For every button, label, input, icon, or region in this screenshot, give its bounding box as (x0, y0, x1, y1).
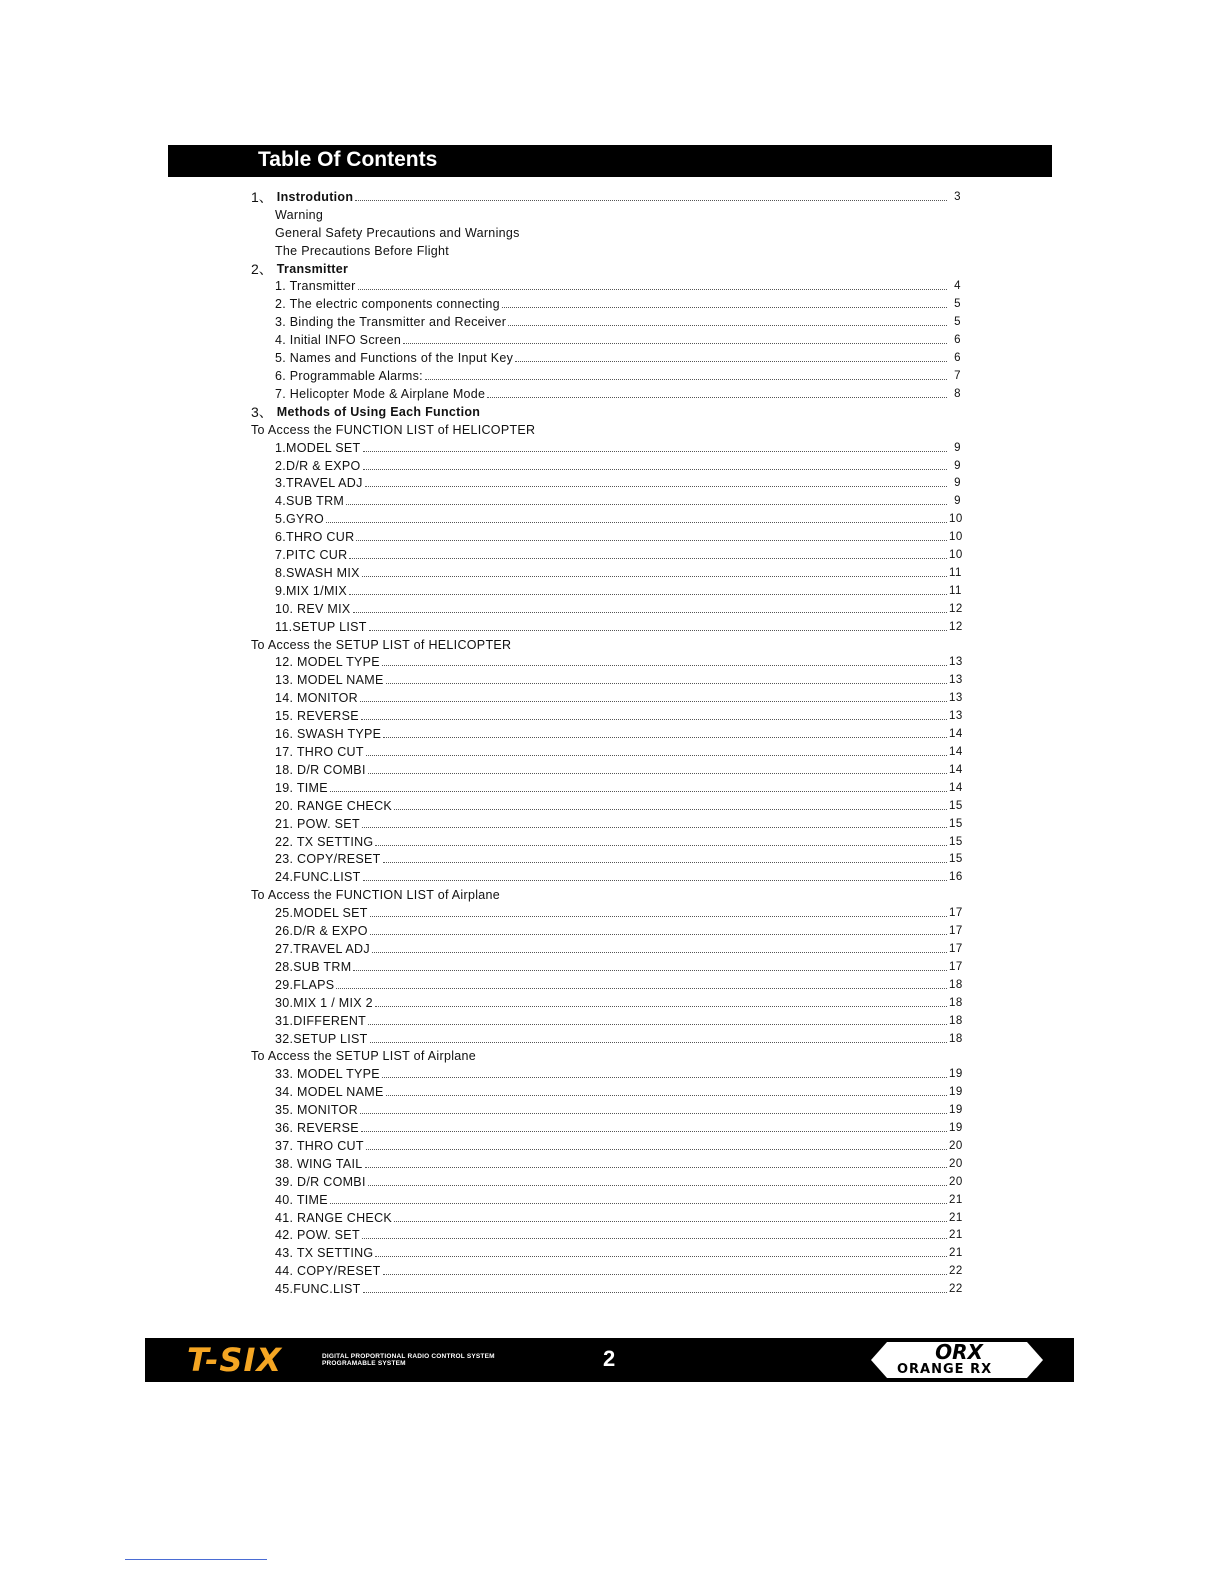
toc-page-number: 9 (954, 459, 961, 472)
toc-page-number: 21 (949, 1193, 963, 1206)
dot-leader (360, 701, 947, 702)
toc-page-number: 17 (949, 942, 963, 955)
toc-section-row (251, 401, 961, 419)
toc-entry-row (251, 580, 961, 598)
dot-leader (502, 307, 947, 308)
dot-leader (349, 558, 947, 559)
toc-entry-row (251, 455, 961, 473)
toc-label: Warning (275, 207, 324, 222)
title-bar (168, 145, 1052, 177)
toc-label: 28.SUB TRM (275, 959, 352, 974)
dot-leader (487, 397, 947, 398)
dot-leader (366, 1149, 947, 1150)
toc-entry-row (251, 1153, 961, 1171)
toc-entry-row (251, 920, 961, 938)
toc-entry-row (251, 1278, 961, 1296)
dot-leader (394, 1221, 947, 1222)
toc-label: 30.MIX 1 / MIX 2 (275, 995, 373, 1010)
dot-leader (356, 540, 947, 541)
toc-page-number: 15 (949, 817, 963, 830)
toc-entry-row (251, 1010, 961, 1028)
toc-entry-row (251, 974, 961, 992)
dot-leader (382, 1077, 947, 1078)
toc-group-row (251, 1046, 961, 1064)
toc-page-number: 11 (949, 566, 962, 579)
toc-label: 6.THRO CUR (275, 530, 355, 545)
toc-plain-row (251, 222, 961, 240)
toc-entry-row (251, 938, 961, 956)
page-title: Table Of Contents (258, 148, 438, 171)
toc-label: 2. The electric components connecting (275, 297, 500, 312)
toc-entry-row (251, 1225, 961, 1243)
toc-page-number: 21 (949, 1211, 963, 1224)
toc-entry-row (251, 759, 961, 777)
table-of-contents (251, 186, 961, 1296)
toc-label: 6. Programmable Alarms: (275, 368, 423, 383)
toc-label: 7. Helicopter Mode & Airplane Mode (275, 386, 486, 401)
toc-page-number: 18 (949, 1032, 963, 1045)
dot-leader (425, 379, 947, 380)
toc-section-row (251, 186, 961, 204)
toc-page-number: 18 (949, 996, 963, 1009)
toc-label: To Access the SETUP LIST of HELICOPTER (251, 637, 512, 652)
toc-label: To Access the FUNCTION LIST of Airplane (251, 888, 501, 903)
toc-entry-row (251, 383, 961, 401)
dot-leader (365, 1167, 948, 1168)
toc-entry-row (251, 652, 961, 670)
toc-label: Transmitter (276, 261, 349, 276)
dot-leader (355, 200, 947, 201)
toc-label: 17. THRO CUT (275, 745, 364, 759)
toc-page-number: 15 (949, 835, 963, 848)
toc-label: 39. D/R COMBI (275, 1174, 366, 1189)
toc-page-number: 21 (949, 1247, 963, 1260)
section-number: 1、 (251, 188, 273, 205)
dot-leader (375, 1256, 947, 1257)
toc-page-number: 9 (954, 477, 961, 490)
toc-label: 41. RANGE CHECK (275, 1210, 393, 1225)
toc-plain-row (251, 204, 961, 222)
toc-label: 13. MODEL NAME (275, 673, 384, 688)
toc-label: 33. MODEL TYPE (275, 1067, 380, 1082)
dot-leader (383, 862, 947, 863)
toc-label: 20. RANGE CHECK (275, 798, 393, 813)
toc-page-number: 12 (949, 620, 963, 633)
toc-section-row (251, 258, 961, 276)
toc-entry-row (251, 687, 961, 705)
toc-entry-row (251, 866, 961, 884)
toc-label: 2.D/R & EXPO (275, 458, 361, 473)
toc-page-number: 17 (949, 907, 963, 920)
dot-leader (353, 970, 947, 971)
toc-label: 15. REVERSE (275, 709, 359, 724)
section-number: 3、 (251, 403, 273, 420)
dot-leader (362, 576, 947, 577)
toc-entry-row (251, 1063, 961, 1081)
toc-entry-row (251, 1117, 961, 1135)
toc-label: 35. MONITOR (275, 1103, 358, 1118)
dot-leader (363, 469, 947, 470)
toc-entry-row (251, 1242, 961, 1260)
toc-entry-row (251, 311, 961, 329)
toc-page-number: 14 (949, 763, 963, 776)
toc-entry-row (251, 562, 961, 580)
toc-label: 5. Names and Functions of the Input Key (275, 351, 514, 366)
toc-page-number: 10 (949, 531, 963, 544)
dot-leader (515, 361, 947, 362)
toc-page-number: 4 (954, 280, 961, 293)
dot-leader (370, 916, 947, 917)
toc-label: 9.MIX 1/MIX (275, 583, 348, 598)
toc-entry-row (251, 616, 961, 634)
toc-entry-row (251, 723, 961, 741)
toc-page-number: 7 (954, 369, 961, 382)
toc-label: 38. WING TAIL (275, 1156, 363, 1171)
toc-page-number: 13 (949, 692, 963, 705)
toc-page-number: 3 (954, 190, 961, 203)
toc-group-row (251, 884, 961, 902)
toc-page-number: 16 (949, 871, 963, 884)
toc-page-number: 15 (949, 853, 963, 866)
toc-entry-row (251, 669, 961, 687)
toc-entry-row (251, 741, 961, 759)
dot-leader (372, 952, 947, 953)
dot-leader (361, 1131, 947, 1132)
toc-entry-row (251, 705, 961, 723)
section-number: 2、 (251, 260, 273, 277)
toc-label: 45.FUNC.LIST (275, 1282, 361, 1297)
toc-page-number: 20 (949, 1139, 963, 1152)
dot-leader (370, 1042, 947, 1043)
toc-page-number: 18 (949, 978, 963, 991)
toc-plain-row (251, 240, 961, 258)
toc-entry-row (251, 956, 961, 974)
dot-leader (326, 522, 947, 523)
dot-leader (336, 988, 947, 989)
toc-page-number: 12 (949, 602, 963, 615)
toc-page-number: 14 (949, 781, 963, 794)
dot-leader (370, 934, 947, 935)
toc-entry-row (251, 347, 961, 365)
toc-label: 10. REV MIX (275, 601, 351, 616)
brand-logo-t-six: T-SIX (187, 1341, 283, 1379)
svg-text:ORX: ORX (935, 1340, 983, 1364)
toc-label: 25.MODEL SET (275, 906, 368, 921)
dot-leader (394, 809, 947, 810)
toc-page-number: 22 (949, 1265, 963, 1278)
toc-label: 21. POW. SET (275, 816, 360, 831)
toc-entry-row (251, 849, 961, 867)
toc-entry-row (251, 813, 961, 831)
toc-page-number: 19 (949, 1086, 963, 1099)
dot-leader (349, 594, 947, 595)
toc-entry-row (251, 437, 961, 455)
toc-label: 40. TIME (275, 1192, 328, 1207)
dot-leader (383, 737, 947, 738)
dot-leader (386, 1095, 947, 1096)
toc-label: 19. TIME (275, 780, 328, 795)
toc-page-number: 6 (954, 352, 961, 365)
toc-label: 44. COPY/RESET (275, 1264, 381, 1279)
toc-label: 14. MONITOR (275, 691, 358, 706)
toc-page-number: 18 (949, 1014, 963, 1027)
toc-label: 5.GYRO (275, 512, 325, 527)
toc-entry-row (251, 992, 961, 1010)
orange-rx-label: ORANGE RX (897, 1362, 993, 1377)
toc-entry-row (251, 598, 961, 616)
toc-label: 11.SETUP LIST (275, 619, 367, 634)
toc-page-number: 8 (954, 387, 961, 400)
toc-page-number: 17 (949, 960, 963, 973)
toc-page-number: 17 (949, 925, 963, 938)
toc-label: The Precautions Before Flight (275, 243, 450, 258)
dot-leader (365, 486, 947, 487)
toc-label: 31.DIFFERENT (275, 1013, 367, 1028)
toc-label: 36. REVERSE (275, 1121, 359, 1136)
dot-leader (386, 683, 947, 684)
toc-page-number: 13 (949, 710, 963, 723)
dot-leader (361, 719, 947, 720)
toc-label: 32.SETUP LIST (275, 1031, 368, 1046)
toc-entry-row (251, 544, 961, 562)
toc-entry-row (251, 329, 961, 347)
toc-page-number: 15 (949, 799, 963, 812)
toc-page-number: 11 (949, 584, 962, 597)
toc-page-number: 14 (949, 746, 963, 758)
dot-leader (369, 630, 947, 631)
toc-label: 42. POW. SET (275, 1228, 360, 1243)
toc-label: 8.SWASH MIX (275, 565, 360, 580)
footer-subtitle (322, 1353, 495, 1367)
dot-leader (375, 1006, 947, 1007)
dot-leader (330, 791, 947, 792)
toc-entry-row (251, 1260, 961, 1278)
toc-entry-row (251, 526, 961, 544)
toc-entry-row (251, 902, 961, 920)
footer-subtitle-line2: PROGRAMABLE SYSTEM (322, 1360, 406, 1367)
toc-label: 37. THRO CUT (275, 1138, 364, 1153)
toc-label: 16. SWASH TYPE (275, 727, 382, 742)
toc-label: 12. MODEL TYPE (275, 655, 380, 670)
toc-page-number: 10 (949, 513, 963, 526)
toc-page-number: 19 (949, 1104, 963, 1117)
toc-page-number: 22 (949, 1283, 963, 1296)
toc-page-number: 13 (949, 656, 963, 669)
toc-group-row (251, 634, 961, 652)
dot-leader (382, 665, 947, 666)
toc-label: To Access the FUNCTION LIST of HELICOPTER (251, 422, 536, 437)
toc-entry-row (251, 490, 961, 508)
toc-entry-row (251, 1135, 961, 1153)
dot-leader (346, 504, 947, 505)
bottom-link-underline (125, 1559, 267, 1560)
toc-entry-row (251, 1028, 961, 1046)
dot-leader (368, 1185, 947, 1186)
toc-entry-row (251, 473, 961, 491)
dot-leader (330, 1203, 947, 1204)
toc-page-number: 9 (954, 495, 961, 508)
toc-label: 4. Initial INFO Screen (275, 333, 402, 348)
toc-label: 7.PITC CUR (275, 548, 348, 563)
toc-entry-row (251, 1207, 961, 1225)
dot-leader (366, 755, 947, 756)
toc-label: 43. TX SETTING (275, 1246, 374, 1261)
toc-label: Instrodution (276, 189, 354, 204)
toc-entry-row (251, 1189, 961, 1207)
toc-label: 1.MODEL SET (275, 440, 361, 455)
toc-page-number: 14 (949, 728, 963, 741)
toc-page-number: 19 (949, 1122, 963, 1135)
toc-label: 22. TX SETTING (275, 834, 374, 849)
toc-entry-row (251, 795, 961, 813)
footer-subtitle-line1: DIGITAL PROPORTIONAL RADIO CONTROL SYSTEM (322, 1353, 495, 1360)
toc-page-number: 6 (954, 334, 961, 347)
toc-page-number: 19 (949, 1068, 963, 1081)
toc-label: To Access the SETUP LIST of Airplane (251, 1049, 477, 1064)
toc-entry-row (251, 508, 961, 526)
dot-leader (368, 1024, 947, 1025)
toc-label: 27.TRAVEL ADJ (275, 941, 370, 956)
toc-entry-row (251, 777, 961, 795)
toc-entry-row (251, 1171, 961, 1189)
toc-label: 4.SUB TRM (275, 494, 345, 509)
toc-page-number: 21 (949, 1229, 963, 1242)
dot-leader (383, 1274, 947, 1275)
toc-entry-row (251, 831, 961, 849)
toc-page-number: 5 (954, 298, 961, 311)
dot-leader (360, 1113, 947, 1114)
page-number: 2 (603, 1346, 616, 1371)
toc-entry-row (251, 365, 961, 383)
dot-leader (508, 325, 947, 326)
toc-label: 18. D/R COMBI (275, 762, 366, 777)
toc-page-number: 20 (949, 1157, 963, 1170)
footer-bar (145, 1338, 1074, 1382)
dot-leader (362, 827, 947, 828)
toc-label: 26.D/R & EXPO (275, 924, 368, 939)
toc-entry-row (251, 1099, 961, 1117)
dot-leader (375, 845, 947, 846)
toc-group-row (251, 419, 961, 437)
toc-entry-row (251, 293, 961, 311)
toc-page-number: 5 (954, 316, 961, 329)
toc-page-number: 10 (949, 549, 963, 562)
toc-page-number: 20 (949, 1175, 963, 1188)
toc-label: 1. Transmitter (275, 279, 356, 294)
dot-leader (362, 1238, 947, 1239)
toc-label: 3.TRAVEL ADJ (275, 476, 363, 491)
toc-entry-row (251, 276, 961, 294)
dot-leader (353, 612, 947, 613)
toc-page-number: 13 (949, 674, 963, 687)
toc-label: 24.FUNC.LIST (275, 870, 361, 885)
dot-leader (403, 343, 947, 344)
toc-label: 3. Binding the Transmitter and Receiver (275, 315, 507, 330)
dot-leader (358, 289, 947, 290)
toc-page-number: 9 (954, 441, 961, 454)
dot-leader (368, 773, 947, 774)
dot-leader (363, 451, 948, 452)
toc-entry-row (251, 1081, 961, 1099)
dot-leader (363, 880, 947, 881)
toc-label: 23. COPY/RESET (275, 852, 381, 867)
toc-label: 34. MODEL NAME (275, 1085, 384, 1100)
toc-label: Methods of Using Each Function (276, 404, 481, 419)
toc-label: 29.FLAPS (275, 977, 335, 992)
toc-label: General Safety Precautions and Warnings (275, 225, 520, 240)
dot-leader (363, 1292, 947, 1293)
